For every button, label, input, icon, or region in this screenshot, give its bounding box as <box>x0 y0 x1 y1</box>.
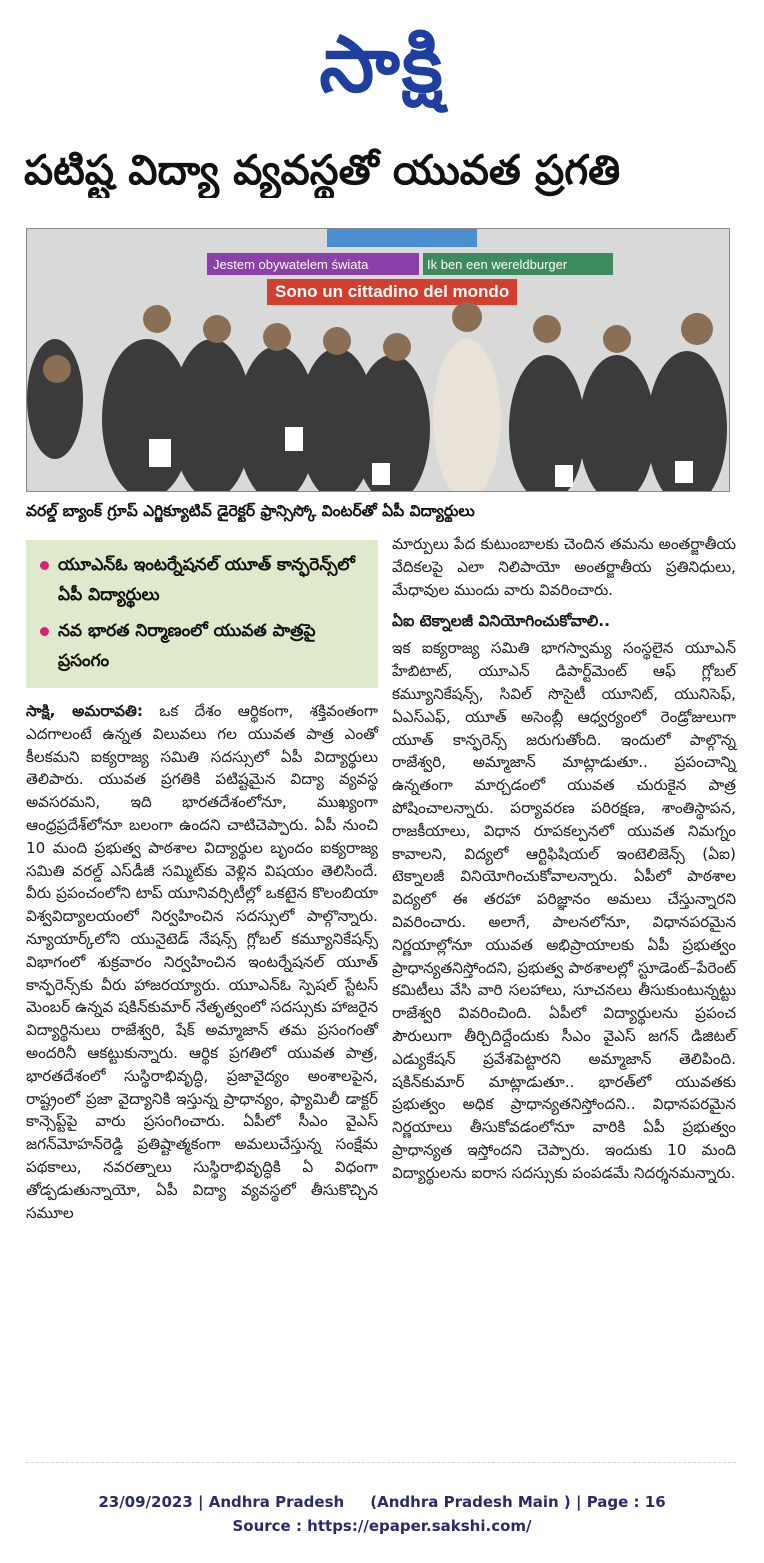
left-body-text: ఒక దేశం ఆర్థికంగా, శక్తివంతంగా ఎదగాలంటే ఉన్నత విలువలు గల యువత పాత్ర ఎంతో కీలకమని ఐక్యరాజ్య సమితి సదస్సులో ఏపీ విద్యార్థులు తెలిపారు. యువత ప్రగతికి పటిష్టమైన విద్యా వ్యవస్థ అవసరమని, ఇది భారతదేశంలోనూ, ముఖ్యంగా ఆంధ్రప్రదేశ్‌లోనూ బలంగా ఉందని చాటిచెప్పారు. ఏపీ నుంచి 10 మంది ప్రభుత్వ పాఠశాల విద్యార్థుల బృందం ఐక్యరాజ్య సమితి వరల్డ్ ఎస్‌డీజీ సమ్మిట్‌కు వెళ్లిన విషయం తెలిసిందే. వీరు ప్రపంచంలోని టాప్ యూనివర్సిటీల్లో ఒకటైన కొలంబియా విశ్వవిద్యాలయంలో నిర్వహించిన సదస్సులో పాల్గొన్నారు. న్యూయార్క్‌లోని యునైటెడ్ నేషన్స్ గ్లోబల్ కమ్యూనికేషన్స్ విభాగంలో శుక్రవారం నిర్వహించిన ఇంటర్నేషనల్ యూత్ కాన్ఫరెన్స్‌కు వీరు హాజరయ్యారు. యూఎన్‌ఓ స్పెషల్ స్టేటస్ మెంబర్ ఉన్నవ షకిన్‌కుమార్ నేతృత్వంలో సదస్సుకు హాజరైన విద్యార్థినులు రాజేశ్వరి, షేక్ అమ్మాజాన్ తమ ప్రసంగంతో అందరినీ ఆకట్టుకున్నారు. ఆర్థిక ప్రగతిలో యువత పాత్ర, భారతదేశంలో సుస్థిరాభివృద్ధి, ప్రజావైద్యం అంశాలపైన, రాష్ట్రంలో ప్రజా వైద్యానికి ఇస్తున్న ప్రాధాన్యం, ఫ్యామిలీ డాక్టర్ కాన్సెప్ట్‌పై వారు ప్రసంగించారు. ఏపీలో సీఎం వైఎస్ జగన్‌మోహన్‌రెడ్డి ప్రతిష్టాత్మకంగా అమలుచేస్తున్న సంక్షేమ పథకాలు, నవరత్నాలు సుస్థిరాభివృద్ధికి ఏ విధంగా తోడ్పడుతున్నాయో, ఏపీ విద్యా వ్యవస్థలో తీసుకొచ్చిన సమూల <box>26 702 378 1222</box>
banner-line-2: Ik ben een wereldburger <box>427 257 568 272</box>
banner-line-3: Sono un cittadino del mondo <box>275 282 510 301</box>
footer-source-link[interactable]: Source : https://epaper.sakshi.com/ <box>232 1517 532 1535</box>
highlights-box <box>26 540 378 688</box>
footer-divider <box>26 1462 736 1463</box>
article-paragraph: మార్పులు పేద కుటుంబాలకు చెందిన తమను అంతర్జాతీయ వేదికలపై ఎలా నిలిపాయో అంతర్జాతీయ ప్రతినిధులు, మేధావుల ముందు వారు వివరించారు. <box>392 535 736 599</box>
article-column-right <box>392 533 736 1185</box>
footer-edition-info: 23/09/2023 | Andhra Pradesh (Andhra Pradesh Main ) | Page : 16 <box>98 1493 666 1511</box>
photo-caption: వరల్డ్ బ్యాంక్ గ్రూప్ ఎగ్జిక్యూటివ్ డైరెక్టర్ ఫ్రాన్సిస్కో వింటర్‌తో ఏపీ విద్యార్థులు <box>26 502 475 520</box>
article-headline: పటిష్ట విద్యా వ్యవస్థతో యువత ప్రగతి <box>24 146 621 194</box>
dateline: సాక్షి, అమరావతి: <box>26 702 143 720</box>
sakshi-logo: సాక్షి <box>319 20 445 110</box>
highlight-text: యూఎన్‌ఓ ఇంటర్నేషనల్ యూత్ కాన్ఫరెన్స్‌లో ఏపీ విద్యార్థులు <box>58 555 355 605</box>
masthead <box>0 10 764 120</box>
article-photo <box>26 228 730 492</box>
highlight-item <box>40 616 370 676</box>
bullet-icon <box>40 561 49 570</box>
banner-line-1: Jestem obywatelem świata <box>213 257 369 272</box>
bullet-icon <box>40 627 49 636</box>
article-subheading: ఏఐ టెక్నాలజీ వినియోగించుకోవాలి.. <box>392 612 611 631</box>
article-paragraph: ఇక ఐక్యరాజ్య సమితి భాగస్వామ్య సంస్థలైన యూఎన్ హేబిటాట్, యూఎన్ డిపార్ట్‌మెంట్ ఆఫ్ గ్లోబల్ కమ్యూనికేషన్స్, సివిల్ సొసైటీ యూనిట్, యునిసెఫ్, ఏఎస్‌ఎఫ్, యూత్ అసెంబ్లీ ఆధ్వర్యంలో రెండ్రోజులుగా యూత్ కాన్ఫరెన్స్ జరుగుతోంది. ఇందులో పాల్గొన్న రాజేశ్వరి, అమ్మాజాన్ మాట్లాడుతూ.. ప్రపంచాన్ని ఉన్నతంగా మార్చడంలో యువత చురుకైన పాత్ర పోషించాలన్నారు. పర్యావరణ పరిరక్షణ, శాంతిస్థాపన, రాజకీయాలు, విధాన రూపకల్పనలో యువత నిమగ్నం కావాలని, విద్యలో ఆర్టిఫిషియల్ ఇంటెలిజెన్స్ (ఏఐ) టెక్నాలజీ వినియోగించుకోవాలన్నారు. ఏపీలో పాఠశాల విద్యలో ఈ తరహా పరిజ్ఞానం అమలు చేస్తున్నారని వివరించారు. అలాగే, పాలనలోనూ, విధానపరమైన నిర్ణయాల్లోనూ యువత అభిప్రాయాలకు ఏపీ ప్రభుత్వం ప్రాధాన్యతనిస్తోందని, ప్రభుత్వ పాఠశాలల్లో స్టూడెంట్–పేరెంట్ కమిటీలు వేసి వారి సలహాలు, సూచనలు తీసుకుంటున్నట్టు రాజేశ్వరి వివరించింది. ఏపీలో విద్యార్థులను ప్రపంచ పౌరులుగా తీర్చిదిద్దేందుకు సీఎం వైఎస్ జగన్ డిజిటల్ ఎడ్యుకేషన్ ప్రవేశపెట్టారని అమ్మాజాన్ తెలిపింది. షకిన్‌కుమార్ మాట్లాడుతూ.. భారత్‌లో యువతకు ప్రభుత్వం అధిక ప్రాధాన్యతనిస్తోందని.. విధానపరమైన నిర్ణయాలు తీసుకోవడంలోనూ వారికి ఏపీ ప్రభుత్వం ప్రాధాన్యత ఇస్తోందని చెప్పారు. ఇందుకు 10 మంది విద్యార్థులను ఐరాస సదస్సుకు పంపడమే నిదర్శనమన్నారు. <box>392 639 736 1182</box>
highlight-item <box>40 550 370 610</box>
page-footer <box>0 1490 764 1538</box>
article-column-left <box>26 700 378 1224</box>
highlight-text: నవ భారత నిర్మాణంలో యువత పాత్రపై ప్రసంగం <box>58 621 316 671</box>
article-paragraph <box>26 700 378 1224</box>
